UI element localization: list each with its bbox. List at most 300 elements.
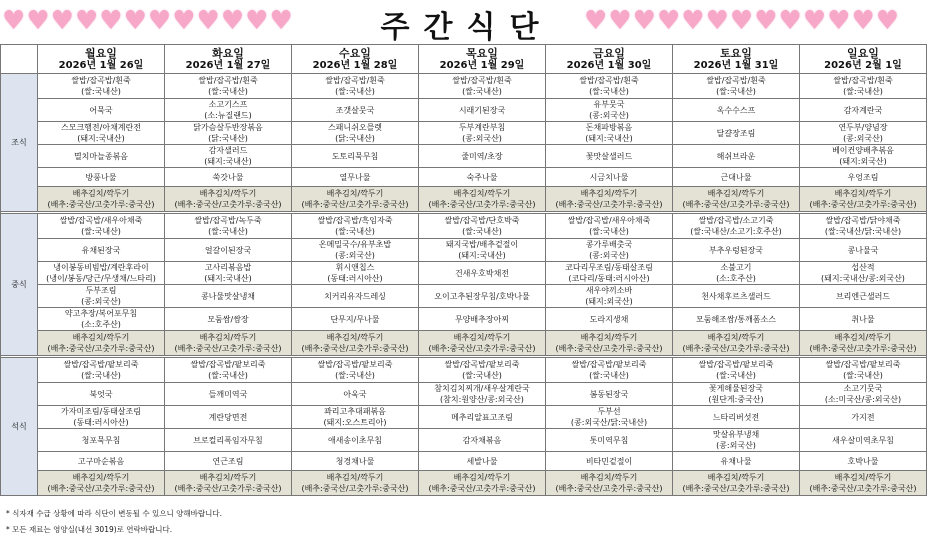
menu-item: 천사채후르츠샐러드 <box>701 291 771 301</box>
day-name: 토요일 <box>720 46 752 60</box>
menu-item: 아욱국 <box>343 389 367 399</box>
menu-origin: (배추:중국산/고춧가루:중국산) <box>555 344 663 353</box>
menu-item: 유채된장국 <box>81 245 121 255</box>
menu-item: 도토리묵무침 <box>331 151 379 161</box>
menu-row-kimchi <box>1 187 927 212</box>
menu-item: 청경채나물 <box>335 456 375 466</box>
menu-cell <box>673 145 800 168</box>
menu-row-dish <box>1 145 927 168</box>
menu-cell <box>673 122 800 145</box>
menu-item: 봄동된장국 <box>589 389 629 399</box>
menu-item: 무양배추장아찌 <box>454 314 510 324</box>
menu-origin: (참치:원양산/콩:외국산) <box>440 395 524 404</box>
menu-cell <box>546 331 673 356</box>
day-name: 수요일 <box>339 46 371 60</box>
menu-origin: (코다리/동태:러시아산) <box>568 274 650 283</box>
menu-item: 조갯살뭇국 <box>335 105 375 115</box>
menu-item: 쌀밥/잡곡밥/팥보리죽 <box>317 360 393 369</box>
menu-origin: (쌀:국내산/닭:국내산) <box>824 227 902 236</box>
menu-item: 콩나물맛살냉채 <box>200 291 256 301</box>
menu-item: 휘시앤칩스 <box>335 263 375 272</box>
menu-cell <box>419 358 546 383</box>
meal-label: 석식 <box>1 358 38 496</box>
heart-icon: ♥ <box>2 6 26 36</box>
menu-item: 쌀밥/잡곡밥/닭야채죽 <box>825 216 901 225</box>
menu-cell <box>165 187 292 212</box>
menu-item: 세발나물 <box>466 456 498 466</box>
menu-cell <box>800 214 927 239</box>
menu-item: 꽃게해물된장국 <box>708 384 764 393</box>
menu-cell <box>38 471 165 496</box>
menu-origin: (쌀:국내산) <box>462 227 502 236</box>
menu-item: 도라지생채 <box>589 314 629 324</box>
menu-origin: (냉이/봉동/당근/무생채/느타리) <box>46 274 156 283</box>
menu-cell <box>292 471 419 496</box>
menu-item: 쌀밥/잡곡밥/흰죽 <box>452 76 512 85</box>
menu-cell <box>546 168 673 187</box>
menu-item: 들깨미역국 <box>208 389 248 399</box>
menu-cell <box>165 262 292 285</box>
menu-origin: (배추:중국산/고춧가루:중국산) <box>47 344 155 353</box>
menu-cell <box>38 406 165 429</box>
menu-cell <box>800 308 927 331</box>
menu-item: 새우살미역초무침 <box>832 435 894 445</box>
menu-cell <box>292 358 419 383</box>
menu-origin: (콩:외국산) <box>716 441 756 450</box>
menu-item: 고구마순볶음 <box>77 456 125 466</box>
heart-icon: ♥ <box>632 6 656 36</box>
menu-cell <box>165 331 292 356</box>
menu-cell <box>165 122 292 145</box>
heart-decoration-right <box>584 6 899 36</box>
menu-origin: (닭:국내산) <box>335 134 375 143</box>
menu-cell <box>673 452 800 471</box>
menu-item: 부추우렁된장국 <box>708 245 764 255</box>
menu-item: 배추김치/깍두기 <box>834 333 892 342</box>
menu-cell <box>546 383 673 406</box>
menu-cell <box>673 285 800 308</box>
menu-cell <box>419 168 546 187</box>
menu-cell <box>800 383 927 406</box>
menu-item: 쌀밥/잡곡밥/흰죽 <box>71 76 131 85</box>
day-date: 2026년 1월 26일 <box>58 59 144 71</box>
menu-cell <box>546 358 673 383</box>
menu-item: 북엇국 <box>89 389 113 399</box>
menu-cell <box>419 122 546 145</box>
day-header-sat <box>673 45 800 74</box>
menu-cell <box>800 239 927 262</box>
note-line: * 식자재 수급 상황에 따라 식단이 변동될 수 있으니 양해바랍니다. <box>6 509 222 518</box>
menu-origin: (닭:국내산) <box>208 134 248 143</box>
day-header-tue <box>165 45 292 74</box>
day-name: 일요일 <box>847 46 879 60</box>
menu-row-dish <box>1 406 927 429</box>
menu-cell <box>165 383 292 406</box>
day-name: 화요일 <box>212 46 244 60</box>
menu-origin: (배추:중국산/고춧가루:중국산) <box>301 200 409 209</box>
menu-cell <box>546 452 673 471</box>
heart-icon: ♥ <box>656 6 681 36</box>
menu-origin: (배추:중국산/고춧가루:중국산) <box>174 484 282 493</box>
day-header-wed <box>292 45 419 74</box>
menu-cell <box>292 262 419 285</box>
menu-origin: (돼지:국내산) <box>77 134 125 143</box>
menu-cell <box>673 214 800 239</box>
menu-cell <box>38 383 165 406</box>
day-name: 목요일 <box>466 46 498 60</box>
menu-origin: (배추:중국산/고춧가루:중국산) <box>682 200 790 209</box>
menu-item: 배추김치/깍두기 <box>453 189 511 198</box>
menu-cell <box>38 358 165 383</box>
menu-cell <box>546 262 673 285</box>
menu-item: 배추김치/깍두기 <box>72 473 130 482</box>
menu-item: 쌀밥/잡곡밥/녹두죽 <box>194 216 262 225</box>
menu-cell <box>673 74 800 99</box>
menu-cell <box>165 452 292 471</box>
menu-origin: (배추:중국산/고춧가루:중국산) <box>47 200 155 209</box>
heart-icon: ♥ <box>584 6 608 36</box>
menu-cell <box>546 99 673 122</box>
menu-item: 쌀밥/잡곡밥/흰죽 <box>579 76 639 85</box>
menu-cell <box>673 471 800 496</box>
day-name: 월요일 <box>85 46 117 60</box>
menu-cell <box>419 406 546 429</box>
menu-item: 쌀밥/잡곡밥/단호박죽 <box>444 216 520 225</box>
menu-cell <box>292 187 419 212</box>
menu-cell <box>38 74 165 99</box>
menu-origin: (돼지:국내산/콩:외국산) <box>821 274 905 283</box>
menu-origin: (배추:중국산/고춧가루:중국산) <box>174 200 282 209</box>
menu-cell <box>165 145 292 168</box>
menu-cell <box>292 145 419 168</box>
menu-item: 모둠해조쌈/통깨폼소스 <box>696 314 776 324</box>
menu-item: 섭산적 <box>851 263 875 272</box>
menu-origin: (콩:외국산) <box>335 251 375 260</box>
menu-origin: (돼지:외국산) <box>585 297 633 306</box>
menu-cell <box>292 383 419 406</box>
menu-cell <box>165 406 292 429</box>
menu-item: 쌀밥/잡곡밥/새우아채죽 <box>567 216 651 225</box>
menu-cell <box>292 308 419 331</box>
heart-icon: ♥ <box>851 6 875 36</box>
menu-item: 배추김치/깍두기 <box>199 189 257 198</box>
menu-row-dish <box>1 429 927 452</box>
menu-item: 감자계란국 <box>843 105 883 115</box>
heart-icon: ♥ <box>705 6 729 36</box>
menu-cell <box>800 358 927 383</box>
menu-cell <box>165 471 292 496</box>
menu-item: 얼갈이된장국 <box>204 245 252 255</box>
menu-cell <box>800 262 927 285</box>
menu-cell <box>800 168 927 187</box>
menu-row-dish <box>1 262 927 285</box>
menu-row-kimchi <box>1 471 927 496</box>
menu-item: 가지전 <box>851 412 875 422</box>
day-header-row <box>1 45 927 74</box>
menu-cell <box>38 308 165 331</box>
menu-origin: (소:미국산/콩:외국산) <box>824 395 902 404</box>
menu-cell <box>673 383 800 406</box>
menu-origin: (쌀:국내산) <box>335 227 375 236</box>
menu-cell <box>800 331 927 356</box>
heart-icon: ♥ <box>608 6 632 36</box>
menu-origin: (쌀:국내산) <box>208 371 248 380</box>
menu-item: 배추김치/깍두기 <box>580 333 638 342</box>
day-date: 2026년 1월 28일 <box>312 59 398 71</box>
day-date: 2026년 1월 29일 <box>439 59 525 71</box>
menu-item: 소불고기 <box>720 263 752 272</box>
menu-row-dish <box>1 239 927 262</box>
menu-cell <box>292 239 419 262</box>
menu-item: 배추김치/깍두기 <box>199 333 257 342</box>
menu-cell <box>419 471 546 496</box>
menu-item: 취나물 <box>851 314 875 324</box>
menu-item: 두부계란부침 <box>458 123 506 132</box>
menu-origin: (쌀:국내산) <box>462 371 502 380</box>
menu-cell <box>546 145 673 168</box>
menu-item: 배추김치/깍두기 <box>453 333 511 342</box>
menu-item: 쌀밥/잡곡밥/흰죽 <box>325 76 385 85</box>
corner-cell <box>1 45 38 74</box>
day-header-sun <box>800 45 927 74</box>
menu-cell <box>38 239 165 262</box>
menu-cell <box>546 406 673 429</box>
menu-item: 스모크햄전/아채계란전 <box>61 123 141 132</box>
menu-cell <box>292 331 419 356</box>
menu-item: 돈채파방볶음 <box>585 123 633 132</box>
menu-item: 배추김치/깍두기 <box>707 473 765 482</box>
menu-item: 새우야끼소바 <box>585 286 633 295</box>
menu-cell <box>292 122 419 145</box>
day-date: 2026년 1월 27일 <box>185 59 271 71</box>
menu-item: 배추김치/깍두기 <box>72 333 130 342</box>
menu-origin: (쌀:국내산) <box>589 371 629 380</box>
menu-origin: (배추:중국산/고춧가루:중국산) <box>428 344 536 353</box>
menu-cell <box>673 358 800 383</box>
menu-item: 감자샐러드 <box>208 146 248 155</box>
menu-origin: (배추:중국산/고춧가루:중국산) <box>555 200 663 209</box>
menu-cell <box>292 406 419 429</box>
menu-cell <box>800 285 927 308</box>
menu-item: 우엉조림 <box>847 172 879 182</box>
menu-cell <box>419 452 546 471</box>
heart-icon: ♥ <box>729 6 754 36</box>
menu-cell <box>38 187 165 212</box>
menu-item: 달걀장조림 <box>716 128 756 138</box>
menu-item: 맛살유부냉채 <box>712 430 760 439</box>
menu-item: 배추김치/깍두기 <box>707 189 765 198</box>
menu-item: 닭가슴살두반장볶음 <box>193 123 263 132</box>
day-name: 금요일 <box>593 46 625 60</box>
menu-row-kimchi <box>1 331 927 356</box>
menu-item: 배추김치/깍두기 <box>453 473 511 482</box>
note-line: * 모든 재료는 영양실(내선 3019)로 연락바랍니다. <box>6 525 173 534</box>
menu-cell <box>292 285 419 308</box>
menu-item: 방풍나물 <box>85 172 117 182</box>
menu-item: 냉이봉동비빔밥/계란후라이 <box>53 263 149 272</box>
menu-item: 스패니쉬오믈렛 <box>327 123 383 132</box>
page-title: 주간식단 <box>380 10 553 45</box>
heart-icon: ♥ <box>99 6 123 36</box>
menu-item: 애새송이초무침 <box>327 435 383 445</box>
menu-origin: (배추:중국산/고춧가루:중국산) <box>428 484 536 493</box>
menu-item: 쌀밥/잡곡밥/흰죽 <box>833 76 893 85</box>
menu-cell <box>419 429 546 452</box>
menu-cell <box>546 308 673 331</box>
menu-item: 콩가루배춧국 <box>585 240 633 249</box>
menu-cell <box>800 99 927 122</box>
menu-origin: (돼지:외국산) <box>839 157 887 166</box>
menu-item: 어묵국 <box>89 105 113 115</box>
menu-cell <box>165 168 292 187</box>
menu-item: 쌀밥/잡곡밥/팥보리죽 <box>63 360 139 369</box>
menu-cell <box>165 99 292 122</box>
menu-item: 단무지/무나물 <box>330 314 380 324</box>
heart-icon: ♥ <box>172 6 196 36</box>
menu-item: 멸치마늘종볶음 <box>73 151 129 161</box>
heart-icon: ♥ <box>220 6 245 36</box>
menu-item: 배추김치/깍두기 <box>326 333 384 342</box>
menu-item: 꽃맛살샐러드 <box>585 151 633 161</box>
menu-row-dish <box>1 99 927 122</box>
menu-item: 배추김치/깍두기 <box>199 473 257 482</box>
menu-cell <box>673 239 800 262</box>
title-bar <box>0 0 933 44</box>
menu-origin: (돼지:오스트리아) <box>323 418 387 427</box>
menu-item: 가자미조림/동태살조림 <box>61 407 141 416</box>
weekly-menu-table <box>0 44 927 496</box>
menu-origin: (소:호주산) <box>716 274 756 283</box>
menu-origin: (동태:러시아산) <box>73 418 129 427</box>
menu-item: 두부조림 <box>85 286 117 295</box>
menu-item: 시금치나물 <box>589 172 629 182</box>
menu-cell <box>165 285 292 308</box>
menu-item: 열무나물 <box>339 172 371 182</box>
menu-item: 돼지국밥/배추겉절이 <box>445 240 519 249</box>
menu-origin: (쌀:국내산) <box>716 371 756 380</box>
menu-origin: (쌀:국내산) <box>208 227 248 236</box>
menu-item: 두부선 <box>597 407 621 416</box>
menu-cell <box>38 285 165 308</box>
menu-item: 쌀밥/잡곡밥/새우아채죽 <box>59 216 143 225</box>
menu-item: 배추김치/깍두기 <box>326 189 384 198</box>
menu-origin: (쌀:국내산) <box>81 227 121 236</box>
menu-cell <box>419 308 546 331</box>
day-date: 2026년 1월 31일 <box>693 59 779 71</box>
menu-cell <box>165 214 292 239</box>
menu-item: 오이고추된장무침/호박나물 <box>434 291 530 301</box>
menu-origin: (배추:중국산/고춧가루:중국산) <box>809 484 917 493</box>
menu-item: 비타민겉절이 <box>585 456 633 466</box>
menu-cell <box>419 74 546 99</box>
heart-icon: ♥ <box>50 6 74 36</box>
heart-icon: ♥ <box>681 6 705 36</box>
heart-icon: ♥ <box>269 6 293 36</box>
menu-cell <box>673 331 800 356</box>
menu-origin: (쌀:국내산) <box>335 371 375 380</box>
menu-cell <box>673 406 800 429</box>
menu-item: 콩나물국 <box>847 245 879 255</box>
menu-cell <box>165 239 292 262</box>
menu-origin: (콩:외국산) <box>462 134 502 143</box>
menu-cell <box>546 214 673 239</box>
menu-origin: (배추:중국산/고춧가루:중국산) <box>555 484 663 493</box>
menu-origin: (콩:외국산) <box>589 251 629 260</box>
menu-origin: (쌀:국내산) <box>843 87 883 96</box>
menu-item: 유채나물 <box>720 456 752 466</box>
menu-cell <box>419 187 546 212</box>
heart-icon: ♥ <box>123 6 147 36</box>
menu-origin: (배추:중국산/고춧가루:중국산) <box>809 344 917 353</box>
menu-row-dish <box>1 383 927 406</box>
menu-origin: (쌀:국내산) <box>843 371 883 380</box>
meal-label: 중식 <box>1 214 38 356</box>
menu-item: 쑥갓나물 <box>212 172 244 182</box>
menu-cell <box>546 471 673 496</box>
menu-item: 치커리유자드레싱 <box>324 291 386 301</box>
menu-item: 고사리볶음밥 <box>204 263 252 272</box>
menu-cell <box>38 99 165 122</box>
menu-cell <box>38 452 165 471</box>
menu-cell <box>546 74 673 99</box>
menu-cell <box>800 122 927 145</box>
menu-row-rice <box>1 74 927 99</box>
menu-cell <box>292 429 419 452</box>
menu-item: 유부뭇국 <box>593 100 625 109</box>
menu-item: 톳미역무침 <box>589 435 629 445</box>
day-date: 2026년 1월 30일 <box>566 59 652 71</box>
menu-origin: (쌀:국내산) <box>81 87 121 96</box>
menu-cell <box>800 145 927 168</box>
menu-cell <box>419 383 546 406</box>
heart-icon: ♥ <box>875 6 900 36</box>
heart-icon: ♥ <box>26 6 50 36</box>
menu-cell <box>165 308 292 331</box>
menu-origin: (배추:중국산/고춧가루:중국산) <box>428 200 536 209</box>
menu-origin: (원단게:중국산) <box>708 395 764 404</box>
menu-cell <box>292 214 419 239</box>
menu-cell <box>419 262 546 285</box>
menu-cell <box>673 99 800 122</box>
heart-icon: ♥ <box>245 6 269 36</box>
day-header-fri <box>546 45 673 74</box>
menu-origin: (콩:외국산) <box>81 297 121 306</box>
menu-item: 소고기뭇국 <box>843 384 883 393</box>
menu-cell <box>546 285 673 308</box>
menu-body <box>1 74 927 496</box>
menu-item: 숙주나물 <box>466 172 498 182</box>
menu-item: 배추김치/깍두기 <box>707 333 765 342</box>
menu-origin: (쌀:국내산) <box>589 227 629 236</box>
menu-cell <box>800 406 927 429</box>
menu-cell <box>673 262 800 285</box>
menu-cell <box>800 74 927 99</box>
menu-origin: (소:뉴질랜드) <box>204 111 252 120</box>
menu-cell <box>800 429 927 452</box>
day-date: 2026년 2월 1일 <box>824 59 902 71</box>
menu-item: 배추김치/깍두기 <box>580 189 638 198</box>
notes <box>6 506 222 538</box>
menu-item: 배추김치/깍두기 <box>72 189 130 198</box>
heart-icon: ♥ <box>147 6 172 36</box>
menu-origin: (돼지:국내산) <box>585 134 633 143</box>
menu-cell <box>419 214 546 239</box>
menu-origin: (배추:중국산/고춧가루:중국산) <box>682 484 790 493</box>
menu-cell <box>165 429 292 452</box>
menu-item: 쌀밥/잡곡밥/팥보리죽 <box>825 360 901 369</box>
menu-cell <box>165 358 292 383</box>
menu-row-dish <box>1 285 927 308</box>
